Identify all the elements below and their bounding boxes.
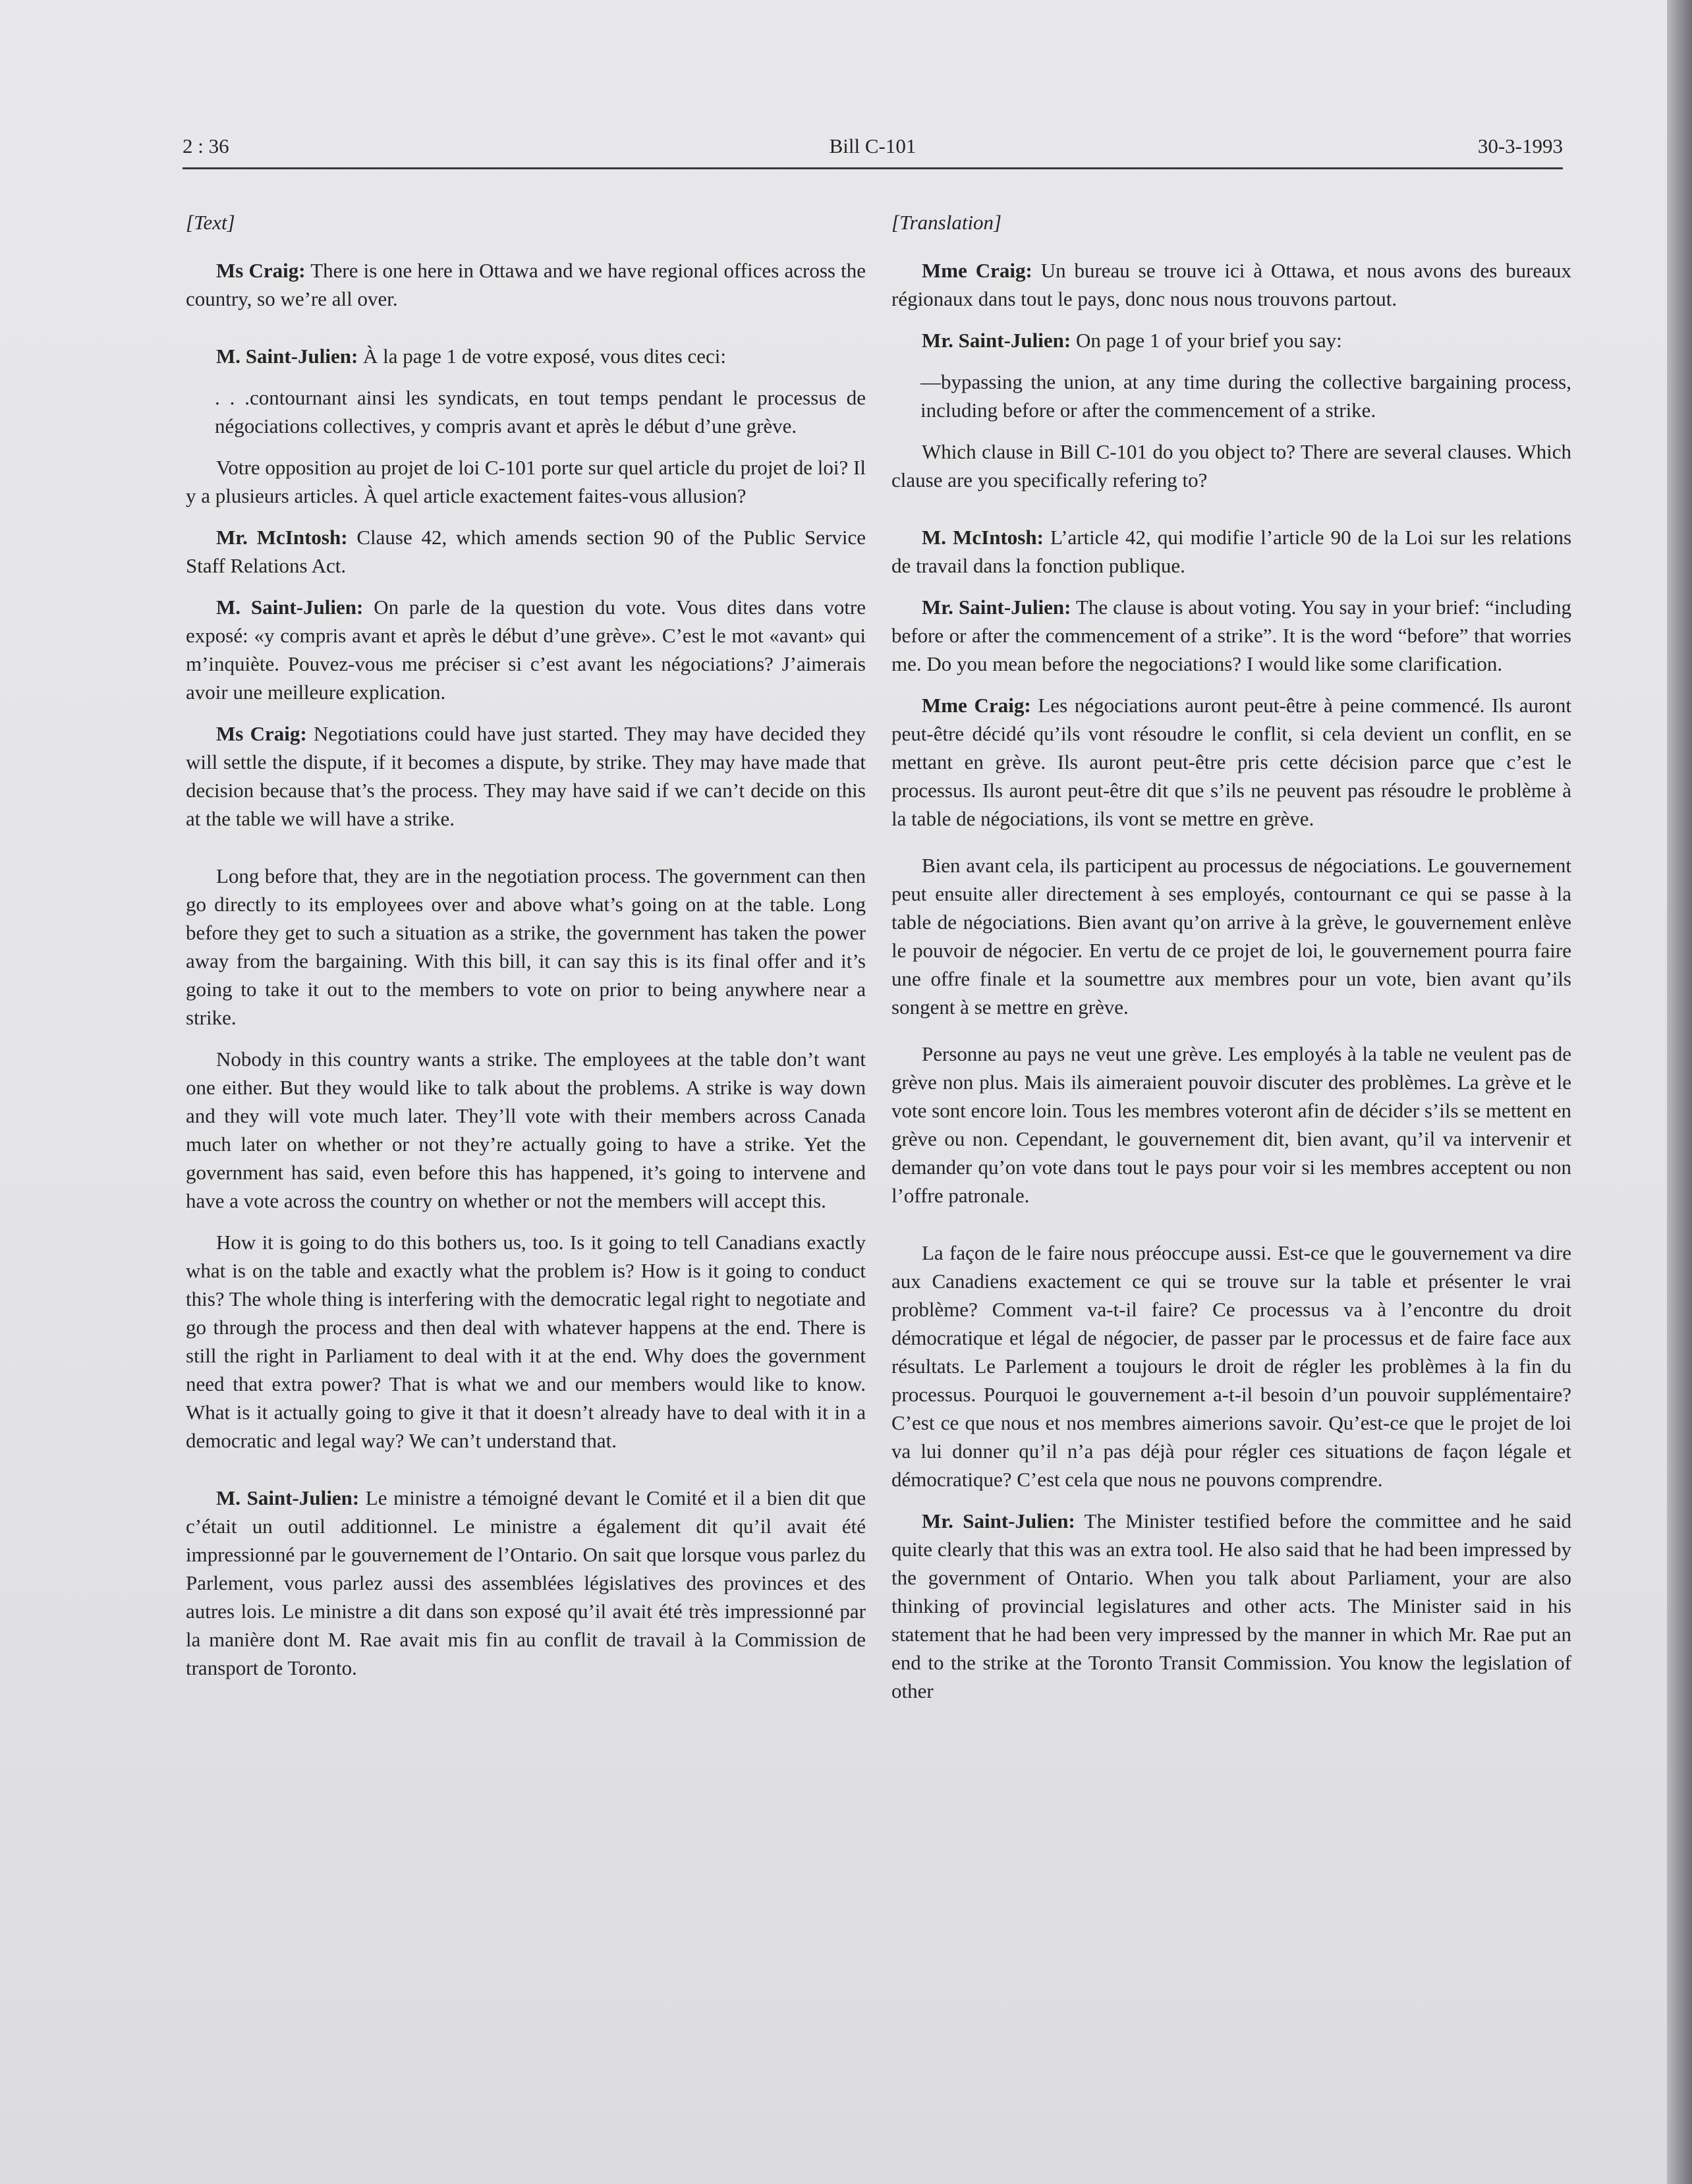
speaker-label: M. Saint-Julien: [216,1486,360,1509]
paragraph [186,593,866,706]
paragraph-text: Clause 42, which amends section 90 of the Public Service Staff Relations Act. [186,526,866,577]
paragraph [891,691,1571,833]
header-date: 30-3-1993 [1477,134,1563,157]
paragraph [186,1484,866,1682]
speaker-label: Mr. McIntosh: [216,526,348,549]
speaker-label: Mr. Saint-Julien: [922,329,1071,352]
paragraph: La façon de le faire nous préoccupe aussi. Est-ce que le gouvernement va dire aux Canadiens exactement ce qui se trouve sur la table et présenter le vrai problème? Comment va-t-il faire? Ce processus va à l’encontre du droit démocratique et légal de négocier, de passer par le processus et de faire face aux résultats. Le Parlement a toujours le droit de régler les problèmes à la fin du processus. Pourquoi le gouvernement a-t-il besoin d’un pouvoir supplémentaire? C’est ce que nous et nos membres aimerions savoir. Qu’est-ce que le projet de loi va lui donner qu’il n’a pas déjà pour régler ces situations de façon légale et démocratique? C’est cela que nous ne pouvons comprendre. [891,1241,1571,1491]
paragraph: Nobody in this country wants a strike. The employees at the table don’t want one either. But they would like to talk about the problems. A strike is way down and they will vote much later. They’ll vote with their members across Canada much later on whether or not they’re actually going to have a strike. Yet the government has said, even before this has happened, it’s going to intervene and have a vote across the country on whether or not the members will accept this. [186,1048,866,1212]
paragraph: Votre opposition au projet de loi C-101 porte sur quel article du projet de loi? Il y a plusieurs articles. À quel article exactement faites-vous allusion? [186,456,866,507]
paragraph-text: Le ministre a témoigné devant le Comité et il a bien dit que c’était un outil additionnel. Le ministre a également dit qu’il avait été impressionné par le gouvernement de l’Ontario. On sait que lorsque vous parlez du Parlement, vous parlez aussi des assemblées législatives des provinces et des autres lois. Le ministre a dit dans son exposé qu’il avait été très impressionné par la manière dont M. Rae avait mis fin au conflit de travail à la Commission de transport de Toronto. [186,1486,866,1679]
paragraph-text: The Minister testified before the committee and he said quite clearly that this was an extra tool. He also said that he had been impressed by the government of Ontario. When you talk about Parliament, your are also thinking of provincial legislatures and other acts. The Minister said in his statement that he had been very impressed by the manner in which Mr. Rae put an end to the strike at the Toronto Transit Commission. You know the legislation of other [891,1509,1572,1702]
paragraph-text: There is one here in Ottawa and we have regional offices across the country, so we’re all over. [186,259,866,310]
speaker-label: Mme Craig: [922,694,1031,717]
right-column [891,208,1571,1718]
paragraph-text: À la page 1 de votre exposé, vous dites ceci: [363,345,726,368]
paragraph-text: On page 1 of your brief you say: [1075,329,1342,352]
speaker-label: Mr. Saint-Julien: [922,596,1071,619]
speaker-label: Mr. Saint-Julien: [922,1509,1075,1532]
left-column [186,208,866,1695]
speaker-label: M. Saint-Julien: [216,596,364,619]
paragraph-text: The clause is about voting. You say in your brief: “including before or after the commencement of a strike”. It is the word “before” that worries me. Do you mean before the negociations? I would like some clarification. [891,596,1571,675]
paragraph: Personne au pays ne veut une grève. Les employés à la table ne veulent pas de grève non plus. Mais ils aimeraient pouvoir discuter des problèmes. La grève et le vote sont encore loin. Tous les membres voteront afin de décider s’ils se mettent en grève ou non. Cependant, le gouvernement dit, bien avant, qu’il va intervenir et demander qu’on vote dans tout le pays pour voir si les membres acceptent ou non l’offre patronale. [891,1042,1571,1207]
running-header [183,129,1563,166]
paragraph-text: On parle de la question du vote. Vous dites dans votre exposé: «y compris avant et après le début d’une grève». C’est le mot «avant» qui m’inquiète. Pouvez-vous me préciser si c’est avant les négociations? J’aimerais avoir une meilleure explication. [186,596,866,704]
paragraph [891,593,1571,678]
text-tag: [Text] [186,211,235,234]
paragraph: Which clause in Bill C-101 do you object to? There are several clauses. Which clause are you specifically refering to? [891,440,1571,491]
translation-tag: [Translation] [891,211,1002,234]
page-edge [1667,0,1692,2184]
paragraph [186,256,866,313]
speaker-label: M. McIntosh: [922,526,1044,549]
header-rule [183,167,1563,169]
paragraph: Bien avant cela, ils participent au processus de négociations. Le gouvernement peut ensuite aller directement à ses employés, contournant ce qui se passe à la table de négociations. Bien avant qu’on arrive à la grève, le gouvernement enlève le pouvoir de négocier. En vertu de ce projet de loi, le gouvernement pourra faire une offre finale et la soumettre aux membres pour un vote, bien avant qu’ils songent à se mettre en grève. [891,854,1571,1019]
paragraph [186,719,866,833]
paragraph [186,342,866,370]
paragraph [891,326,1571,354]
speaker-label: Ms Craig: [216,259,306,282]
paragraph: How it is going to do this bothers us, too. Is it going to tell Canadians exactly what is on the table and exactly what the problem is? How is it going to conduct this? The whole thing is interfering with the democratic legal right to negotiate and go through the process and then deal with whatever happens at the end. There is still the right in Parliament to deal with it at the end. Why does the government need that extra power? That is what we and our members would like to know. What is it actually going to give it that it doesn’t already have to deal with it in a democratic and legal way? We can’t understand that. [186,1231,866,1452]
quoted-passage: . . .contournant ainsi les syndicats, en tout temps pendant le processus de négociations collectives, y compris avant et après le début d’une grève. [215,386,866,437]
paragraph-text: Negotiations could have just started. They may have decided they will settle the dispute, if it becomes a dispute, by strike. They may have made that decision because that’s the process. They may have said if we can’t decide on this at the table we will have a strike. [186,722,866,830]
paragraph-text: Un bureau se trouve ici à Ottawa, et nous avons des bureaux régionaux dans tout le pays, donc nous nous trouvons partout. [891,259,1571,310]
paragraph [891,256,1571,313]
speaker-label: Mme Craig: [922,259,1032,282]
paragraph-text: L’article 42, qui modifie l’article 90 de la Loi sur les relations de travail dans la fonction publique. [891,526,1572,577]
paragraph-text: Les négociations auront peut-être à peine commencé. Ils auront peut-être décidé qu’ils vont résoudre le conflit, si cela devient un conflit, en se mettant en grève. Ils auront peut-être pris cette décision parce que c’est le processus. Ils auront peut-être dit que s’ils ne peuvent pas résoudre le problème à la table de négociations, ils vont se mettre en grève. [891,694,1571,830]
quoted-passage: —bypassing the union, at any time during the collective bargaining process, including before or after the commencement of a strike. [920,370,1571,422]
paragraph: Long before that, they are in the negotiation process. The government can then go directly to its employees over and above what’s going on at the table. Long before they get to such a situation as a strike, the government has taken the power away from the bargaining. With this bill, it can say this is its final offer and it’s going to take it out to the members to vote on prior to being anywhere near a strike. [186,864,866,1029]
paragraph [891,1507,1571,1705]
bill-title: Bill C-101 [829,134,916,157]
paragraph [186,523,866,580]
paragraph [891,523,1571,580]
page-number: 2 : 36 [183,134,229,157]
speaker-label: M. Saint-Julien: [216,345,358,368]
speaker-label: Ms Craig: [216,722,307,745]
